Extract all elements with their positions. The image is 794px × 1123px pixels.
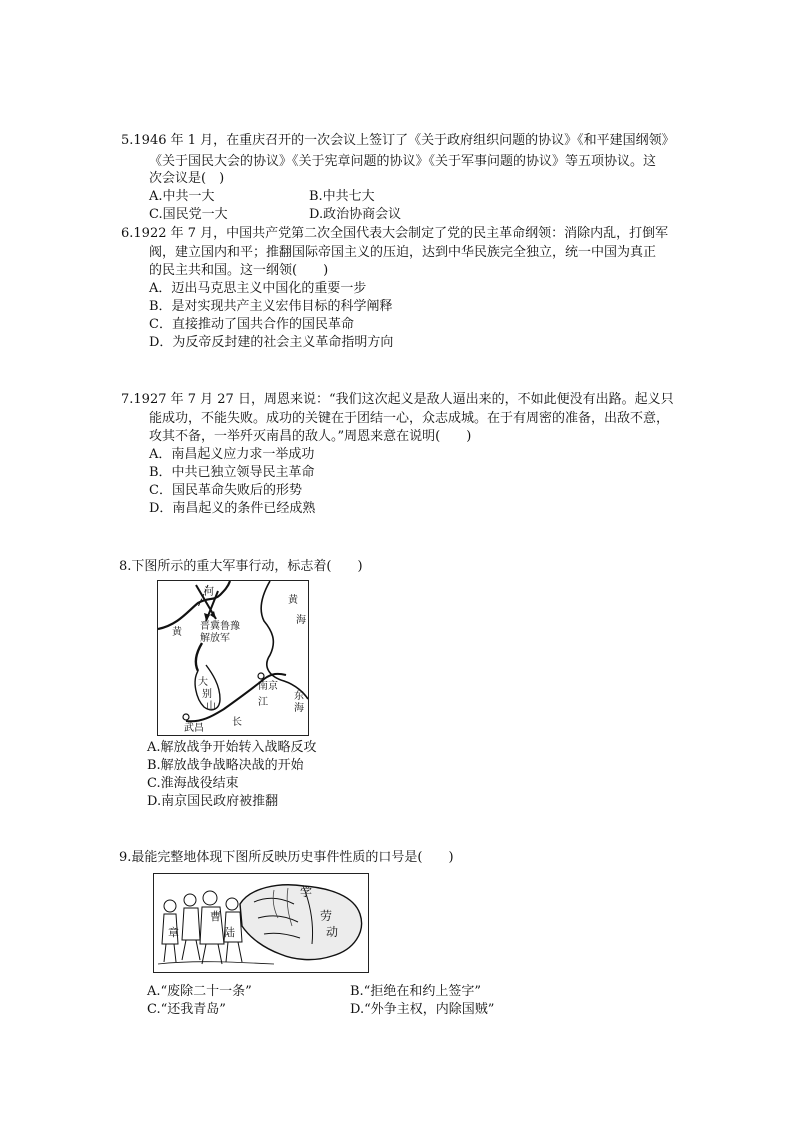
- map-label-huang-river: 黄: [172, 627, 182, 638]
- question-5-stem-line-1: 5.1946 年 1 月，在重庆召开的一次会议上签订了《关于政府组织问题的协议》《和平建国纲领》: [121, 133, 675, 148]
- question-5-stem-line-3: 次会议是( ): [149, 171, 225, 186]
- map-label-donghai: 海: [294, 703, 304, 714]
- question-6-option-b: B．是对实现共产主义宏伟目标的科学阐释: [149, 299, 393, 314]
- question-5-option-c: C.国民党一大: [149, 207, 228, 222]
- map-label-hai: 海: [296, 615, 306, 626]
- military-map: [157, 580, 309, 736]
- question-8-option-c: C.淮海战役结束: [147, 776, 239, 791]
- question-7-option-a: A．南昌起义应力求一举成功: [149, 447, 315, 462]
- question-9-option-a: A.“废除二十一条”: [147, 984, 252, 999]
- map-label-army-line-1: 晋冀鲁豫: [200, 621, 240, 632]
- cartoon-label-cao: 曹: [210, 910, 221, 923]
- military-map-svg: [158, 581, 308, 735]
- map-label-chang: 长: [232, 717, 242, 728]
- question-6-stem-line-1: 6.1922 年 7 月，中国共产党第二次全国代表大会制定了党的民主革命纲领：消除内乱，打倒军: [121, 226, 669, 241]
- map-label-huang-sea: 黄: [288, 595, 298, 606]
- question-7-option-b: B．中共已独立领导民主革命: [149, 465, 315, 480]
- map-label-shan: 山: [206, 701, 216, 712]
- political-cartoon-svg: [154, 874, 368, 972]
- map-label-da: 大: [198, 677, 208, 688]
- question-7-stem-line-1: 7.1927 年 7 月 27 日，周恩来说：“我们这次起义是敌人逼出来的，不如此便没有出路。起义只: [121, 392, 674, 407]
- question-8-option-d: D.南京国民政府被推翻: [147, 794, 279, 809]
- question-7-option-c: C．国民革命失败后的形势: [149, 483, 302, 498]
- question-8-option-b: B.解放战争战略决战的开始: [147, 758, 304, 773]
- question-6-option-a: A．迈出马克思主义中国化的重要一步: [149, 281, 367, 296]
- question-8-option-a: A.解放战争开始转入战略反攻: [147, 740, 317, 755]
- question-9-stem: 9.最能完整地体现下图所反映历史事件性质的口号是( ): [119, 850, 454, 865]
- question-9-option-b: B.“拒绝在和约上签字”: [350, 984, 481, 999]
- question-9-option-d: D.“外争主权，内除国贼”: [350, 1002, 495, 1017]
- cartoon-label-xue: 学: [300, 885, 313, 899]
- cartoon-label-zhang: 章: [168, 926, 179, 939]
- map-label-nanjing: 南京: [258, 681, 278, 692]
- map-label-jiang: 江: [258, 697, 268, 708]
- wuchang-marker: [183, 714, 189, 720]
- question-5-option-a: A.中共一大: [149, 189, 215, 204]
- nanjing-marker: [258, 673, 264, 679]
- question-7-stem-line-2: 能成功，不能失败。成功的关键在于团结一心，众志成城。在于有周密的准备，出敌不意，: [149, 411, 670, 426]
- political-cartoon: [153, 873, 369, 973]
- question-6-option-c: C．直接推动了国共合作的国民革命: [149, 317, 354, 332]
- map-label-army-line-2: 解放军: [200, 633, 230, 644]
- question-6-stem-line-2: 阀，建立国内和平；推翻国际帝国主义的压迫，达到中华民族完全独立，统一中国为真正: [149, 245, 657, 260]
- army-route-line: [196, 643, 202, 671]
- question-9-option-c: C.“还我青岛”: [147, 1002, 226, 1017]
- cartoon-label-dong: 动: [326, 925, 339, 939]
- question-8-stem: 8.下图所示的重大军事行动，标志着( ): [119, 559, 363, 574]
- map-label-he: 河: [204, 587, 214, 598]
- question-6-stem-line-3: 的民主共和国。这一纲领( ): [149, 263, 329, 278]
- map-label-bie: 别: [202, 689, 212, 700]
- cartoon-label-lu: 陆: [224, 926, 235, 939]
- question-7-option-d: D．南昌起义的条件已经成熟: [149, 501, 316, 516]
- cartoon-label-lao: 劳: [320, 909, 333, 923]
- question-5-option-d: D.政治协商会议: [309, 207, 402, 222]
- map-label-wuchang: 武昌: [184, 723, 204, 734]
- question-6-option-d: D．为反帝反封建的社会主义革命指明方向: [149, 335, 394, 350]
- question-5-stem-line-2: 《关于国民大会的协议》《关于宪章问题的协议》《关于军事问题的协议》等五项协议。这: [149, 154, 657, 169]
- question-5-option-b: B.中共七大: [309, 189, 375, 204]
- map-label-dong: 东: [294, 691, 304, 702]
- question-7-stem-line-3: 攻其不备，一举歼灭南昌的敌人。”周恩来意在说明( ): [149, 429, 472, 444]
